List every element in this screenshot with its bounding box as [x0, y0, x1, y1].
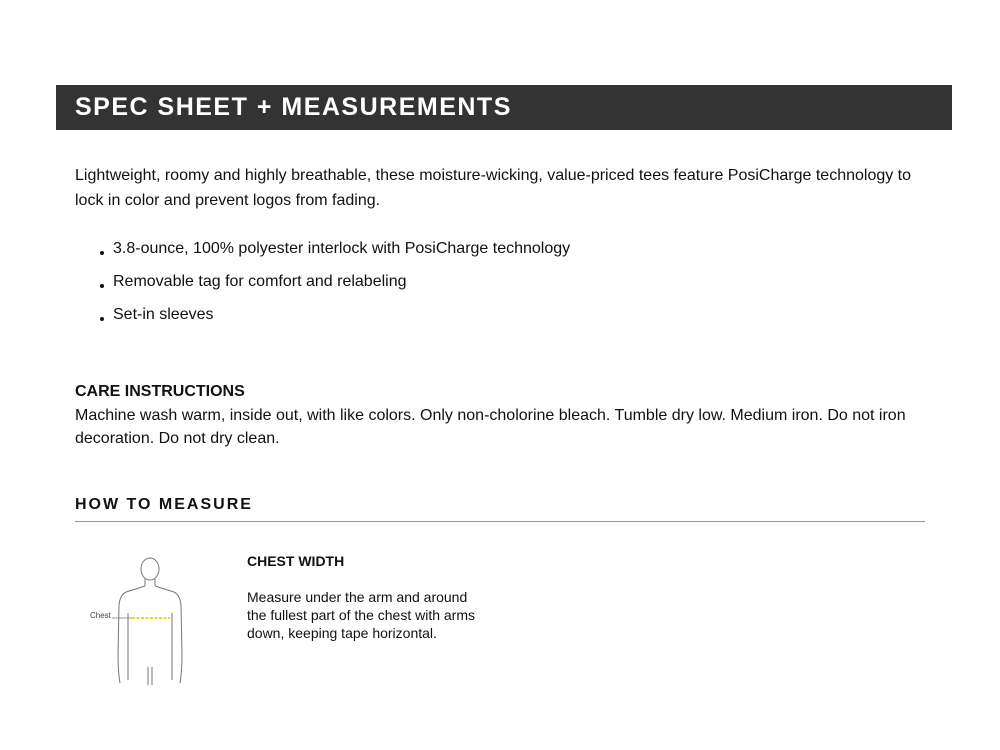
- measure-item-text: Measure under the arm and around the fullest part of the chest with arms down, keeping tape horizontal.: [247, 589, 475, 641]
- feature-list: [75, 238, 570, 337]
- chest-label: Chest: [90, 611, 111, 620]
- feature-item: 3.8-ounce, 100% polyester interlock with PosiCharge technology: [75, 238, 570, 271]
- spec-sheet-header: [56, 85, 952, 130]
- section-divider: [75, 521, 925, 522]
- feature-item: Removable tag for comfort and relabeling: [75, 271, 570, 304]
- how-to-measure-heading: HOW TO MEASURE: [75, 496, 253, 513]
- page-title: SPEC SHEET + MEASUREMENTS: [75, 93, 512, 121]
- care-instructions-heading: CARE INSTRUCTIONS: [75, 383, 245, 400]
- feature-item: Set-in sleeves: [75, 304, 570, 337]
- care-instructions-text: Machine wash warm, inside out, with like colors. Only non-cholorine bleach. Tumble dry low. Medium iron. Do not iron decoration. Do not dry clean.: [75, 407, 906, 447]
- measure-item-title: CHEST WIDTH: [247, 553, 345, 569]
- torso-measurement-icon: [86, 555, 186, 690]
- product-description: Lightweight, roomy and highly breathable, these moisture-wicking, value-priced tees feature PosiCharge technology to lock in color and prevent logos from fading.: [75, 167, 912, 209]
- measure-item: [247, 552, 487, 642]
